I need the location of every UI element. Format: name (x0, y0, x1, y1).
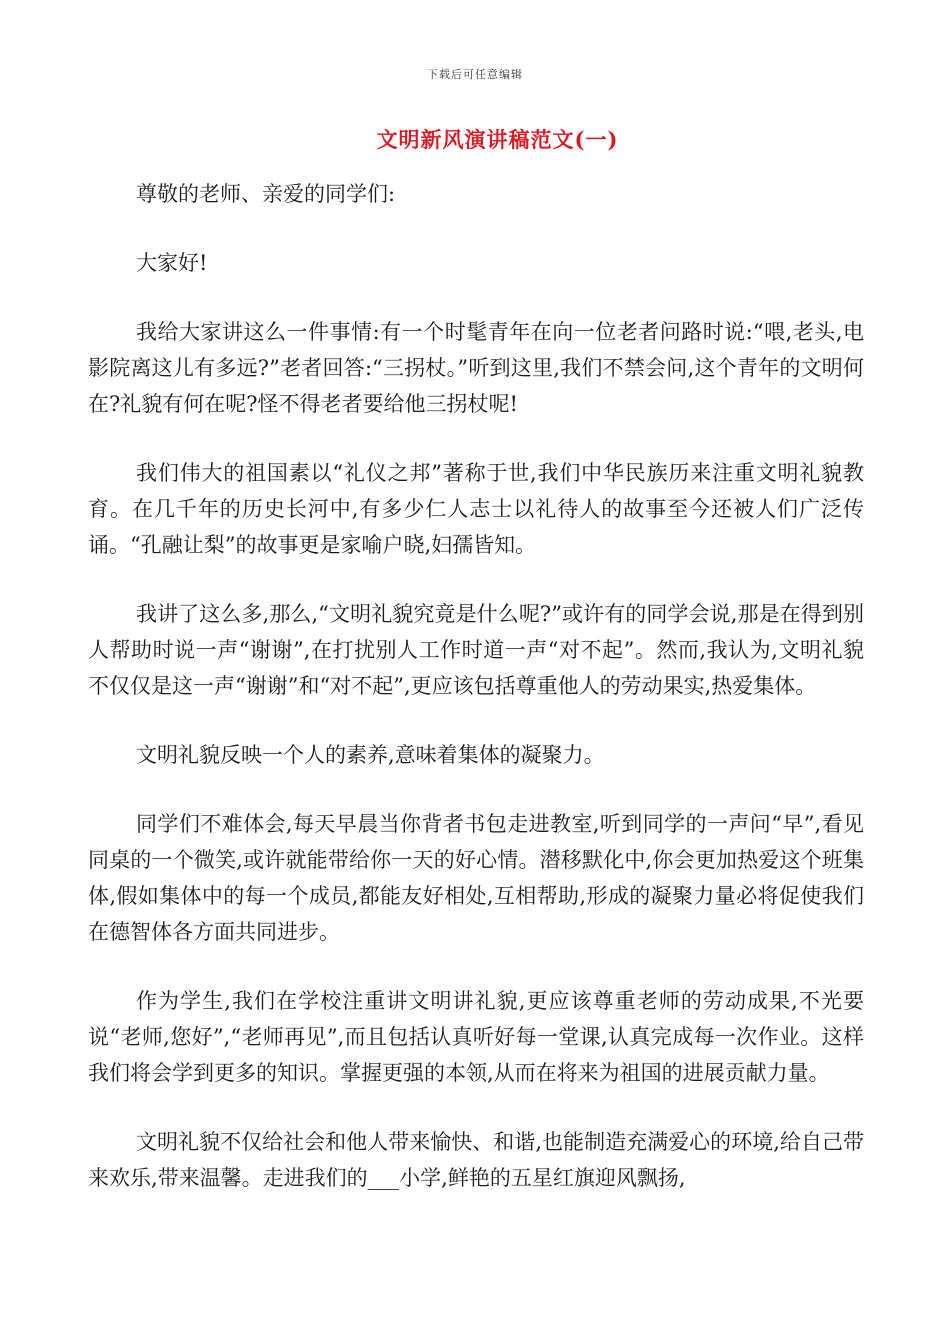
paragraph-greeting: 大家好! (136, 251, 208, 275)
paragraph-students: 作为学生,我们在学校注重讲文明讲礼貌,更应该尊重老师的劳动成果,不光要说“老师,您好”,“老师再见”,而且包括认真听好每一堂课,认真完成每一次作业。这样我们将会学到更多的知识。掌握更强的本领,从而在将来为祖国的进展贡献力量。 (88, 989, 864, 1085)
paragraph-classmates: 同学们不难体会,每天早晨当你背者书包走进教室,听到同学的一声问“早”,看见同桌的一个微笑,或许就能带给你一天的好心情。潜移默化中,你会更加热爱这个班集体,假如集体中的每一个成员,都能友好相处,互相帮助,形成的凝聚力量必将促使我们在德智体各方面共同进步。 (88, 812, 864, 944)
document-title: 文明新风演讲稿范文(一) (376, 127, 619, 152)
paragraph-conclusion: 文明礼貌不仅给社会和他人带来愉快、和谐,也能制造充满爱心的环境,给自己带来欢乐,带来温馨。走进我们的___小学,鲜艳的五星红旗迎风飘扬, (88, 1130, 864, 1190)
paragraph-salutation: 尊敬的老师、亲爱的同学们: (136, 182, 396, 206)
page-header-note: 下载后可任意编辑 (427, 68, 523, 81)
document-body (88, 176, 864, 1229)
paragraph-cohesion: 文明礼貌反映一个人的素养,意味着集体的凝聚力。 (136, 743, 605, 767)
paragraph-definition: 我讲了这么多,那么,“文明礼貌究竟是什么呢?”或许有的同学会说,那是在得到别人帮助时说一声“谢谢”,在打扰别人工作时道一声“对不起”。然而,我认为,文明礼貌不仅仅是这一声“谢谢”和“对不起”,更应该包括尊重他人的劳动果实,热爱集体。 (88, 602, 864, 698)
paragraph-story: 我给大家讲这么一件事情:有一个时髦青年在向一位老者问路时说:“喂,老头,电影院离这儿有多远?”老者回答:“三拐杖。”听到这里,我们不禁会问,这个青年的文明何在?礼貌有何在呢?怪不得老者要给他三拐杖呢! (88, 320, 864, 416)
paragraph-tradition: 我们伟大的祖国素以“礼仪之邦”著称于世,我们中华民族历来注重文明礼貌教育。在几千年的历史长河中,有多少仁人志士以礼待人的故事至今还被人们广泛传诵。“孔融让梨”的故事更是家喻户晓,妇孺皆知。 (88, 461, 864, 557)
